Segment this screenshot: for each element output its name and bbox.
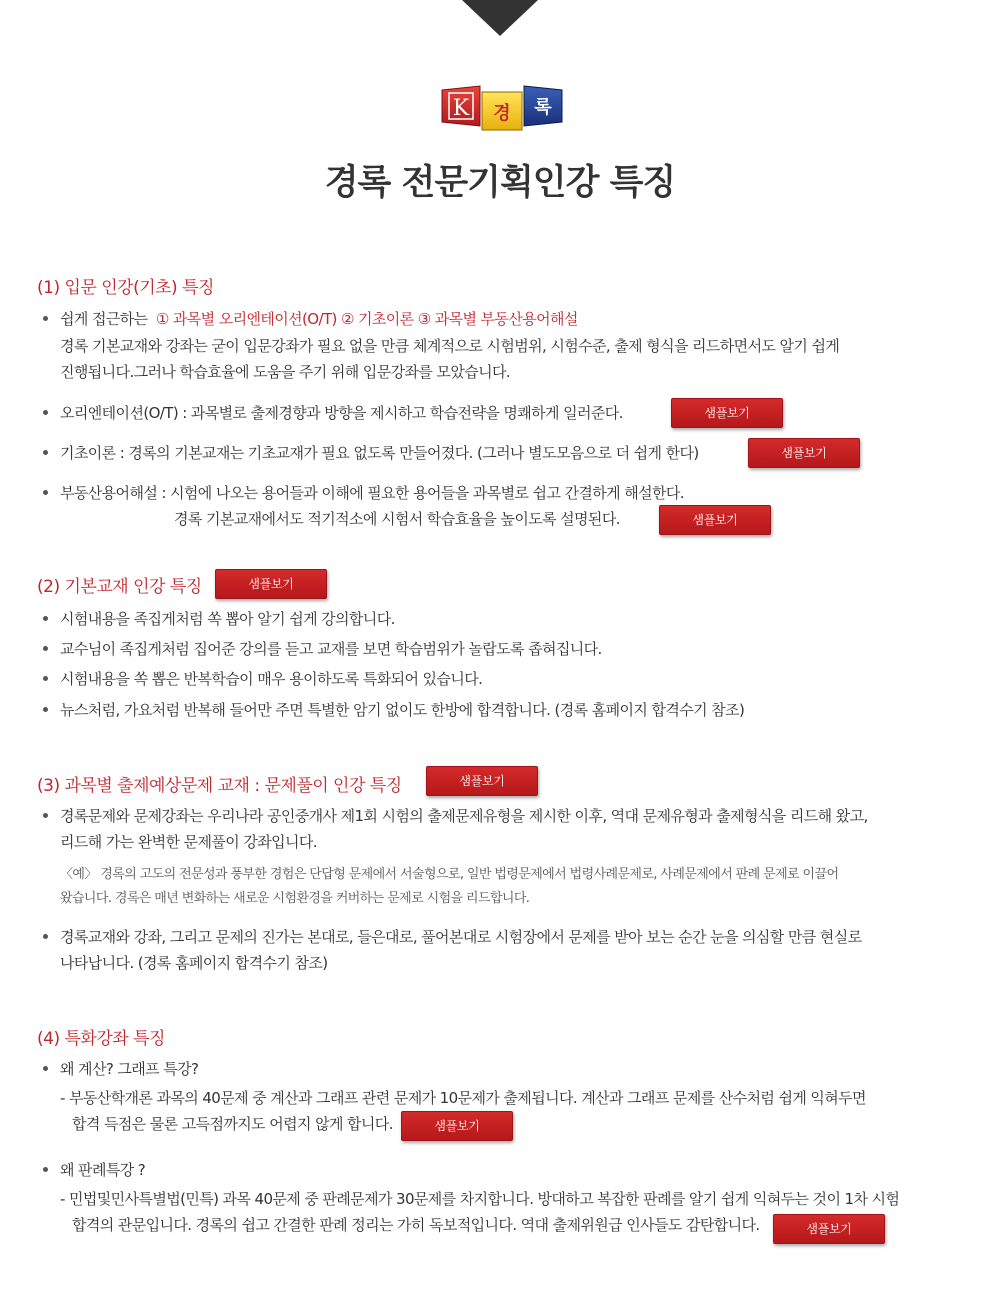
- page-title: 경록 전문기획인강 특징: [324, 163, 676, 203]
- section1-intro-line2: 경록 기본교재와 강좌는 굳이 입문강좌가 필요 없을 만큼 체계적으로 시험범위, 시험수준, 출제 형식을 리드하면서도 알기 쉽게: [60, 337, 840, 355]
- section4-q1-line2: 합격 득점은 물론 고득점까지도 어렵지 않게 합니다.: [72, 1115, 393, 1133]
- section3-item1-line2: 리드해 가는 완벽한 문제풀이 강좌입니다.: [60, 833, 317, 851]
- section4-title: (4) 특화강좌 특징: [37, 1029, 165, 1049]
- sample-button-section3[interactable]: 샘플보기: [426, 766, 538, 796]
- section3-item2: 경록교재와 강좌, 그리고 문제의 진가는 본대로, 들은대로, 풀어본대로 시험장에서 문제를 받아 보는 순간 눈을 의심할 만큼 현실로: [60, 928, 862, 946]
- section3-note-line2: 왔습니다. 경록은 매년 변화하는 새로운 시험환경을 커버하는 문제로 시험을 리드합니다.: [60, 891, 530, 906]
- logo-letter-k: K: [452, 96, 470, 121]
- section1-item-ot: 오리엔테이션(O/T) : 과목별로 출제경향과 방향을 제시하고 학습전략을 명쾌하게 일러준다.: [60, 404, 623, 422]
- kyungrok-logo: [440, 82, 564, 132]
- section4-q1: 왜 계산? 그래프 특강?: [60, 1060, 199, 1078]
- sample-button-section2[interactable]: 샘플보기: [215, 569, 327, 599]
- section4-q1-line1: - 부동산학개론 과목의 40문제 중 계산과 그래프 관련 문제가 10문제가 출제됩니다. 계산과 그래프 문제를 산수처럼 쉽게 익혀두면: [60, 1089, 866, 1107]
- logo-word-1: 경: [493, 103, 511, 124]
- section2-item: 교수님이 족집게처럼 집어준 강의를 듣고 교재를 보면 학습범위가 놀랍도록 좁혀집니다.: [60, 640, 602, 658]
- top-arrow-decoration: [462, 0, 538, 36]
- section1-intro-highlight: ① 과목별 오리엔테이션(O/T) ② 기초이론 ③ 과목별 부동산용어해설: [155, 310, 578, 328]
- logo-word-2: 록: [534, 97, 552, 118]
- section3-title: (3) 과목별 출제예상문제 교재 : 문제풀이 인강 특징: [37, 776, 402, 796]
- section3-item1: 경록문제와 문제강좌는 우리나라 공인중개사 제1회 시험의 출제문제유형을 제시한 이후, 역대 문제유형과 출제형식을 리드해 왔고,: [60, 807, 868, 825]
- section1-item-terms: 부동산용어해설 : 시험에 나오는 용어들과 이해에 필요한 용어들을 과목별로 쉽고 간결하게 해설한다.: [60, 484, 684, 502]
- sample-button-calc[interactable]: 샘플보기: [401, 1111, 513, 1141]
- section2-item: 뉴스처럼, 가요처럼 반복해 들어만 주면 특별한 암기 없이도 한방에 합격합니다. (경록 홈페이지 합격수기 참조): [60, 701, 745, 719]
- section1-intro: [60, 308, 578, 329]
- section1-intro-line3: 진행됩니다.그러나 학습효율에 도움을 주기 위해 입문강좌를 모았습니다.: [60, 363, 511, 381]
- sample-button-ot[interactable]: 샘플보기: [671, 398, 783, 428]
- section1-intro-prefix: 쉽게 접근하는: [60, 310, 148, 328]
- section1-item-basic: 기초이론 : 경록의 기본교재는 기초교재가 필요 없도록 만들어졌다. (그러나 별도모음으로 더 쉽게 한다): [60, 444, 699, 462]
- sample-button-terms[interactable]: 샘플보기: [659, 505, 771, 535]
- section3-note-line1: 〈예〉 경록의 고도의 전문성과 풍부한 경험은 단답형 문제에서 서술형으로, 일반 법령문제에서 법령사례문제로, 사례문제에서 판례 문제로 이끌어: [60, 867, 839, 882]
- section4-q2-line2: 합격의 관문입니다. 경록의 쉽고 간결한 판례 정리는 가히 독보적입니다. 역대 출제위원급 인사들도 감탄합니다.: [72, 1216, 760, 1234]
- section4-q2: 왜 판례특강 ?: [60, 1161, 146, 1179]
- section2-item: 시험내용을 족집게처럼 쏙 뽑아 알기 쉽게 강의합니다.: [60, 610, 395, 628]
- section3-item2-line2: 나타납니다. (경록 홈페이지 합격수기 참조): [60, 954, 328, 972]
- sample-button-basic[interactable]: 샘플보기: [748, 438, 860, 468]
- section1-title: (1) 입문 인강(기초) 특징: [37, 278, 214, 298]
- section1-item-terms-line2: 경록 기본교재에서도 적기적소에 시험서 학습효율을 높이도록 설명된다.: [174, 510, 620, 528]
- section2-item: 시험내용을 쏙 뽑은 반복학습이 매우 용이하도록 특화되어 있습니다.: [60, 670, 483, 688]
- section4-q2-line1: - 민법및민사특별법(민특) 과목 40문제 중 판례문제가 30문제를 차지합니다. 방대하고 복잡한 판례를 알기 쉽게 익혀두는 것이 1차 시험: [60, 1190, 900, 1208]
- sample-button-precedent[interactable]: 샘플보기: [773, 1214, 885, 1244]
- section2-title: (2) 기본교재 인강 특징: [37, 577, 202, 597]
